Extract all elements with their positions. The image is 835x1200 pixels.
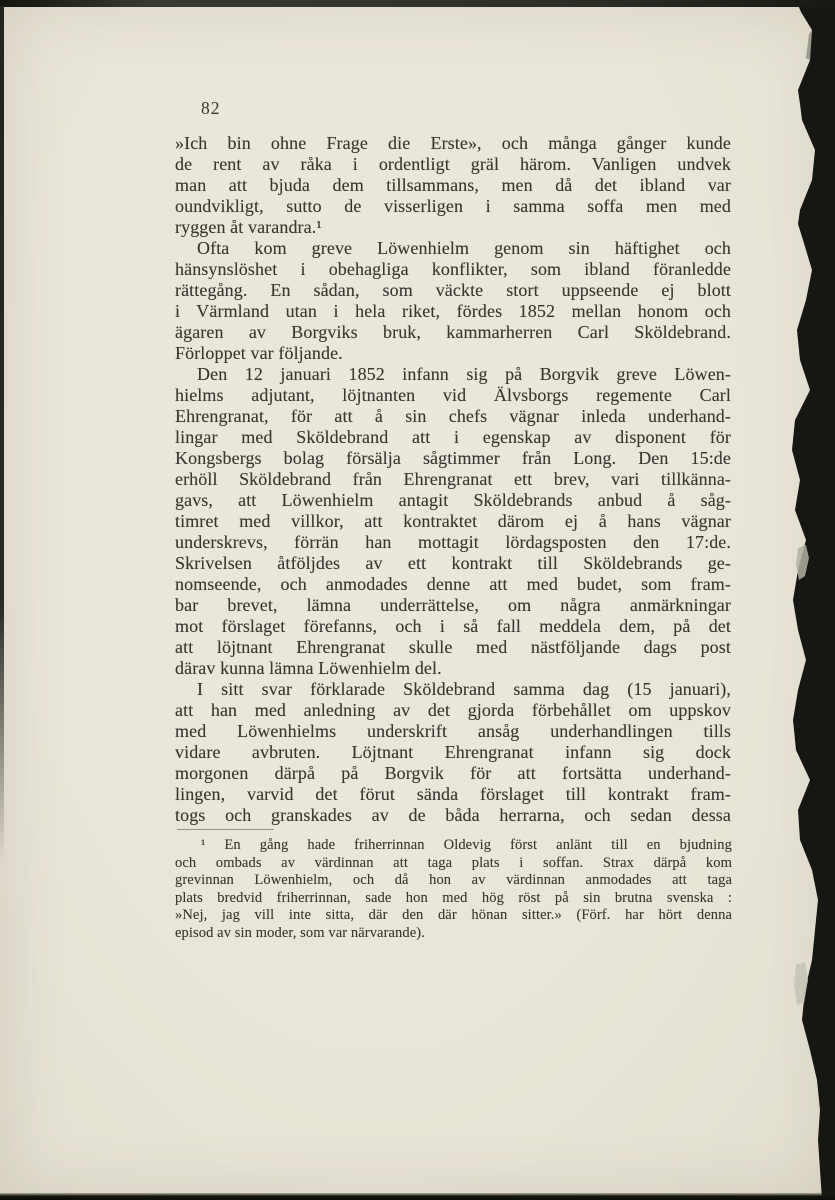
text-line: med Löwenhielms underskrift ansåg underhandlingen tills (175, 721, 731, 741)
scan-edge-top (0, 0, 835, 7)
text-line: att han med anledning av det gjorda förbehållet om uppskov (175, 700, 731, 720)
text-line: oundvikligt, sutto de visserligen i samma soffa men med (175, 196, 731, 216)
text-line: »Ich bin ohne Frage die Erste», och många gånger kunde (175, 133, 731, 153)
text-line: rättegång. En sådan, som väckte stort uppseende ej blott (175, 280, 731, 300)
text-line: ägaren av Borgviks bruk, kammarherren Carl Sköldebrand. (175, 322, 731, 342)
text-line: ryggen åt varandra.¹ (175, 217, 322, 237)
text-line: bar brevet, lämna underrättelse, om några anmärkningar (175, 595, 731, 615)
scan-torn-edge (765, 0, 835, 1200)
text-line: erhöll Sköldebrand från Ehrengranat ett brev, vari tillkänna- (175, 469, 731, 489)
text-line: Kongsbergs bolag försälja sågtimmer från Long. Den 15:de (175, 448, 731, 468)
footnote-line: episod av sin moder, som var närvarande). (175, 924, 425, 941)
text-line: man att bjuda dem tillsammans, men då det ibland var (175, 175, 731, 195)
text-line: Ehrengranat, för att å sin chefs vägnar inleda underhand- (175, 406, 731, 426)
scan-edge-left (0, 6, 4, 861)
footnote-line: ¹ En gång hade friherrinnan Oldevig först anlänt till en bjudning (201, 837, 732, 853)
paragraph (175, 238, 731, 364)
text-line: gavs, att Löwenhielm antagit Sköldebrands anbud å såg- (175, 490, 731, 510)
text-line: underskrevs, förrän han mottagit lördagsposten den 17:de. (175, 532, 731, 552)
text-line: morgonen därpå på Borgvik för att fortsätta underhand- (175, 763, 731, 783)
text-line: hänsynslöshet i obehagliga konflikter, som ibland föranledde (175, 259, 731, 279)
page-number: 82 (201, 98, 221, 118)
text-line: att löjtnant Ehrengranat skulle med nästföljande dags post (175, 637, 731, 657)
text-line: I sitt svar förklarade Sköldebrand samma dag (15 januari), (197, 679, 731, 699)
text-line: timret med villkor, att kontraktet därom ej å hans vägnar (175, 511, 731, 531)
text-line: därav kunna lämna Löwenhielm del. (175, 658, 442, 678)
text-line: Den 12 januari 1852 infann sig på Borgvik greve Löwen- (197, 364, 731, 384)
body-text (175, 133, 731, 826)
scan-edge-bottom (0, 1193, 835, 1200)
text-line: i Värmland utan i hela riket, fördes 1852 mellan honom och (175, 301, 731, 321)
paragraph (175, 364, 731, 679)
footnote-line: och ombads av värdinnan att taga plats i soffan. Strax därpå kom (175, 854, 732, 871)
text-line: Skrivelsen åtföljdes av ett kontrakt till Sköldebrands ge- (175, 553, 731, 573)
paragraph (175, 679, 731, 826)
text-line: Ofta kom greve Löwenhielm genom sin häftighet och (197, 238, 731, 258)
paragraph (175, 133, 731, 238)
text-line: lingen, varvid det förut sända förslaget till kontrakt fram- (175, 784, 731, 804)
text-line: vidare avbruten. Löjtnant Ehrengranat infann sig dock (175, 742, 731, 762)
text-line: togs och granskades av de båda herrarna, och sedan dessa (175, 805, 731, 825)
footnote-divider (177, 829, 274, 830)
footnote-line: plats bredvid friherrinnan, sade hon med hög röst på sin brutna svenska : (175, 889, 732, 906)
text-line: lingar med Sköldebrand att i egenskap av disponent för (175, 427, 731, 447)
text-line: mot förslaget förefanns, och i så fall meddela dem, på det (175, 616, 731, 636)
text-line: nomseende, och anmodades denne att med budet, som fram- (175, 574, 731, 594)
footnote-line: »Nej, jag vill inte sitta, där den där hönan sitter.» (Förf. har hört denna (175, 907, 732, 924)
text-line: hielms adjutant, löjtnanten vid Älvsborgs regemente Carl (175, 385, 731, 405)
footnote-text (175, 837, 732, 943)
text-line: Förloppet var följande. (175, 343, 343, 363)
footnote-line: grevinnan Löwenhielm, och då hon av värdinnan anmodades att taga (175, 872, 732, 889)
text-line: de rent av råka i ordentligt gräl härom. Vanligen undvek (175, 154, 731, 174)
